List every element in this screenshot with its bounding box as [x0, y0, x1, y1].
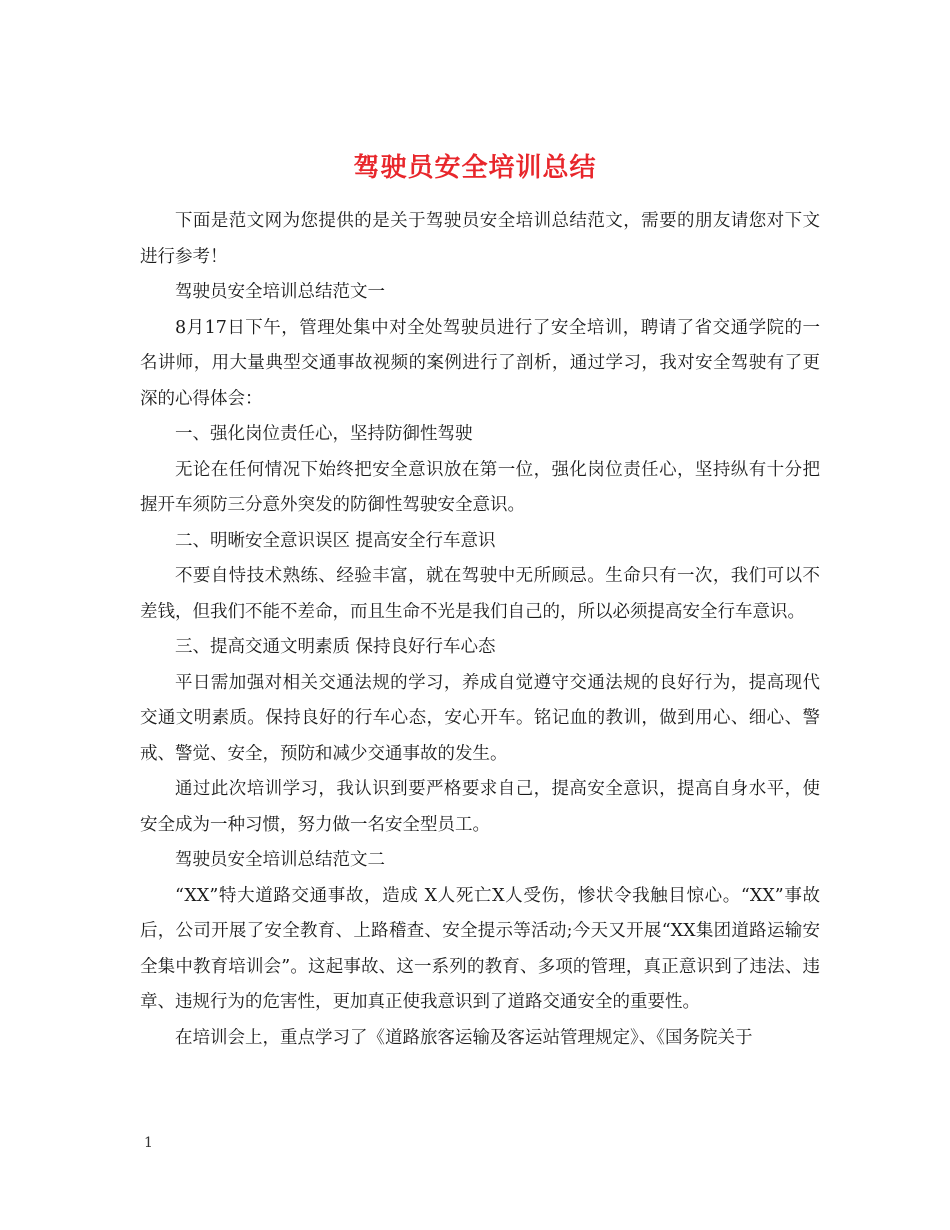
subheading-one: 一、强化岗位责任心，坚持防御性驾驶	[175, 424, 473, 444]
paragraph: 平日需加强对相关交通法规的学习，养成自觉遵守交通法规的良好行为，提高现代交通文明素质。保持良好的行车心态，安心开车。铭记血的教训，做到用心、细心、警戒、警觉、安全，预防和减少交通事故的发生。	[140, 672, 820, 764]
section-heading-sample-two: 驾驶员安全培训总结范文二	[175, 850, 385, 870]
paragraph: “XX”特大道路交通事故，造成 X人死亡X人受伤，惨状令我触目惊心。“XX”事故后，公司开展了安全教育、上路稽查、安全提示等活动;今天又开展“XX集团道路运输安全集中教育培训会”。这起事故、这一系列的教育、多项的管理，真正意识到了违法、违章、违规行为的危害性，更加真正使我意识到了道路交通安全的重要性。	[140, 885, 820, 1012]
paragraph-intro: 下面是范文网为您提供的是关于驾驶员安全培训总结范文，需要的朋友请您对下文进行参考！	[140, 211, 820, 267]
section-heading-sample-one: 驾驶员安全培训总结范文一	[175, 282, 385, 302]
subheading-three: 三、提高交通文明素质 保持良好行车心态	[175, 637, 496, 657]
paragraph: 无论在任何情况下始终把安全意识放在第一位，强化岗位责任心，坚持纵有十分把握开车须防三分意外突发的防御性驾驶安全意识。	[140, 459, 820, 515]
page-number: 1	[144, 1135, 153, 1151]
paragraph: 8月17日下午，管理处集中对全处驾驶员进行了安全培训，聘请了省交通学院的一名讲师，用大量典型交通事故视频的案例进行了剖析，通过学习，我对安全驾驶有了更深的心得体会：	[140, 317, 820, 409]
document-body	[140, 204, 820, 1056]
subheading-two: 二、明晰安全意识误区 提高安全行车意识	[175, 530, 496, 551]
paragraph: 在培训会上，重点学习了《道路旅客运输及客运站管理规定》、《国务院关于	[175, 1027, 753, 1048]
paragraph: 通过此次培训学习，我认识到要严格要求自己，提高安全意识，提高自身水平，使安全成为一种习惯，努力做一名安全型员工。	[140, 779, 820, 835]
document-title: 驾驶员安全培训总结	[353, 153, 597, 184]
paragraph: 不要自恃技术熟练、经验丰富，就在驾驶中无所顾忌。生命只有一次，我们可以不差钱，但我们不能不差命，而且生命不光是我们自己的，所以必须提高安全行车意识。	[140, 566, 820, 622]
